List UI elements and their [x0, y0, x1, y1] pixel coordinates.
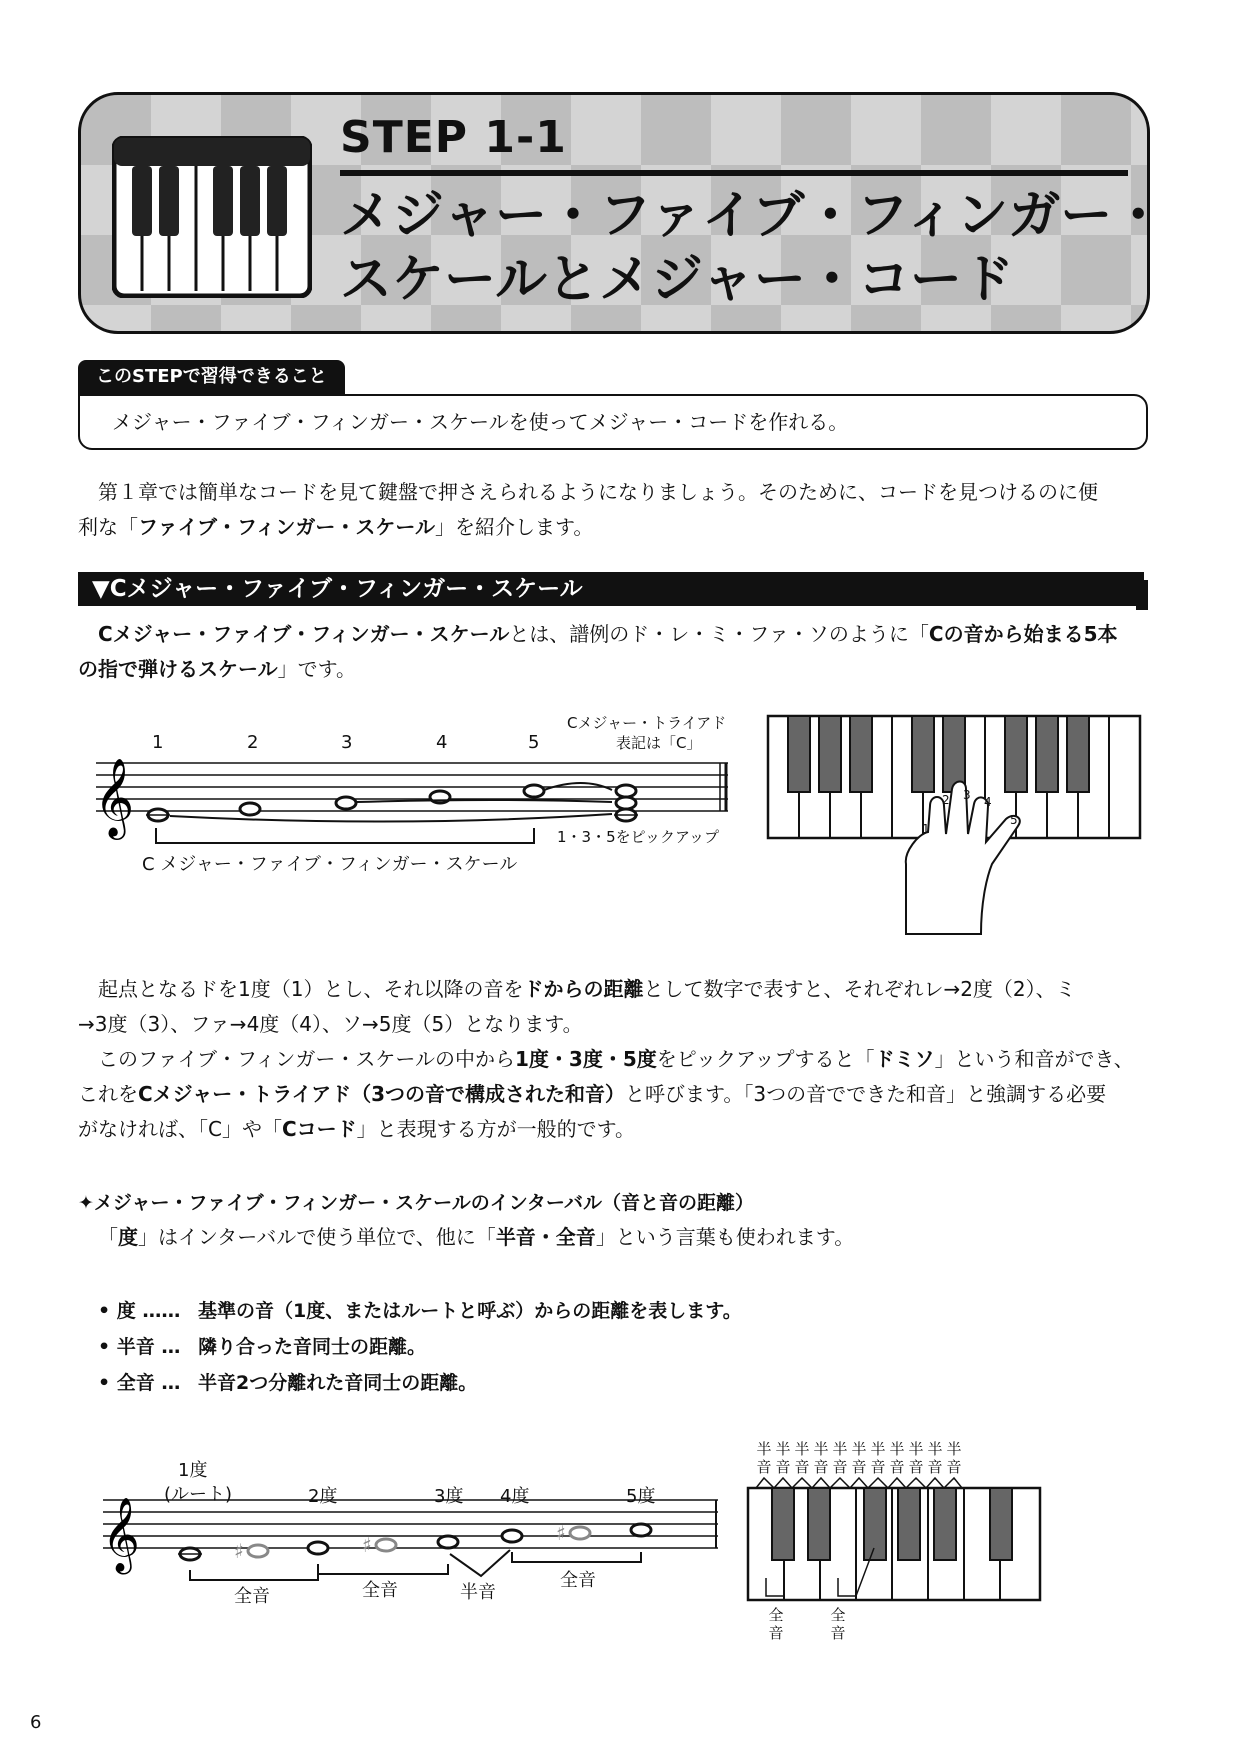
interval-description: 「度」はインターバルで使う単位で、他に「半音・全音」という言葉も使われます。	[98, 1225, 855, 1249]
svg-text:半: 半	[794, 1440, 810, 1458]
treble-clef-icon: 𝄞	[102, 1498, 140, 1572]
keyboard-semitone-figure	[746, 1438, 1046, 1658]
section-line1: Cメジャー・ファイブ・フィンガー・スケールとは、譜例のド・レ・ミ・ファ・ソのように「Cの音から始まる5本	[98, 622, 1118, 646]
svg-text:音: 音	[908, 1458, 924, 1476]
degree-3-label: 3度	[434, 1486, 464, 1507]
degree-2-label: 2度	[308, 1486, 338, 1507]
intro-line2: 利な「ファイブ・フィンガー・スケール」を紹介します。	[78, 515, 594, 539]
step-number: STEP 1-1	[340, 112, 567, 163]
svg-text:音: 音	[927, 1458, 943, 1476]
interval-def-degree: 基準の音（1度、またはルートと呼ぶ）からの距離を表します。	[198, 1300, 742, 1322]
interval-term-whole: • 全音 …	[98, 1372, 181, 1394]
whole-step-vertical-2: 全 音	[830, 1606, 846, 1642]
body-p3-line3: がなければ、「C」や「Cコード」と表現する方が一般的です。	[78, 1117, 636, 1141]
finger-2: 2	[942, 793, 950, 807]
body-p2-line2: →3度（3）、ファ→4度（4）、ソ→5度（5）となります。	[78, 1012, 583, 1036]
svg-text:半: 半	[889, 1440, 905, 1458]
page-number: 6	[30, 1712, 42, 1733]
interval-def-whole: 半音2つ分離れた音同士の距離。	[198, 1372, 478, 1394]
scale-label: C メジャー・ファイブ・フィンガー・スケール	[142, 854, 518, 875]
scale-degree-3: 3	[341, 732, 353, 753]
svg-text:♯: ♯	[556, 1521, 566, 1545]
svg-text:半: 半	[813, 1440, 829, 1458]
body-p2-line1: 起点となるドを1度（1）とし、それ以降の音をドからの距離として数字で表すと、それぞれレ→2度（2）、ミ	[98, 977, 1076, 1001]
whole-step-label-3: 全音	[560, 1570, 596, 1591]
triad-label: Cメジャー・トライアド	[567, 714, 727, 732]
svg-text:半: 半	[851, 1440, 867, 1458]
body-paragraph-1	[78, 972, 1148, 1147]
treble-clef-icon: 𝄞	[94, 758, 135, 837]
pickup-label: 1・3・5をピックアップ	[557, 828, 719, 846]
finger-1: 1	[922, 822, 930, 836]
svg-text:音: 音	[946, 1458, 962, 1476]
whole-step-vertical-1: 全 音	[768, 1606, 784, 1642]
svg-text:♯: ♯	[362, 1533, 372, 1557]
svg-text:半: 半	[908, 1440, 924, 1458]
finger-4: 4	[984, 795, 992, 809]
svg-text:半: 半	[927, 1440, 943, 1458]
goal-tab: このSTEPで習得できること	[78, 360, 345, 394]
svg-text:音: 音	[832, 1458, 848, 1476]
svg-text:半: 半	[775, 1440, 791, 1458]
scale-degree-5: 5	[528, 732, 540, 753]
interval-term-half: • 半音 …	[98, 1336, 181, 1358]
svg-text:音: 音	[870, 1458, 886, 1476]
degree-5-label: 5度	[626, 1486, 656, 1507]
interval-heading: ✦メジャー・ファイブ・フィンガー・スケールのインターバル（音と音の距離）	[78, 1192, 754, 1214]
svg-text:音: 音	[775, 1458, 791, 1476]
finger-5: 5	[1010, 813, 1018, 827]
half-step-label: 半音	[460, 1582, 496, 1603]
section-heading: ▼Cメジャー・ファイブ・フィンガー・スケール	[78, 572, 1144, 606]
scale-degree-1: 1	[152, 732, 164, 753]
section-paragraph	[78, 617, 1148, 687]
svg-text:半: 半	[946, 1440, 962, 1458]
svg-text:半: 半	[870, 1440, 886, 1458]
svg-text:音: 音	[813, 1458, 829, 1476]
triad-notation-label: 表記は「C」	[616, 734, 702, 752]
page-title-line1: メジャー・ファイブ・フィンガー・	[340, 186, 1165, 246]
svg-text:♯: ♯	[234, 1539, 244, 1563]
interval-term-degree: • 度 ……	[98, 1300, 181, 1322]
body-p3-line1: このファイブ・フィンガー・スケールの中から1度・3度・5度をピックアップすると「ドミソ」という和音ができ、	[98, 1047, 1134, 1071]
svg-text:音: 音	[851, 1458, 867, 1476]
section-line2: の指で弾けるスケール」です。	[78, 657, 357, 681]
svg-text:半: 半	[832, 1440, 848, 1458]
svg-text:音: 音	[756, 1458, 772, 1476]
intro-line1: 第１章では簡単なコードを見て鍵盤で押さえられるようになりましょう。そのために、コードを見つけるのに便	[98, 480, 1098, 504]
scale-degree-2: 2	[247, 732, 259, 753]
scale-degree-4: 4	[436, 732, 448, 753]
body-p3-line2: これをCメジャー・トライアド（3つの音で構成された和音）と呼びます。「3つの音でできた和音」と強調する必要	[78, 1082, 1107, 1106]
finger-3: 3	[963, 788, 971, 802]
title-rule	[340, 170, 1128, 176]
goal-text: メジャー・ファイブ・フィンガー・スケールを使ってメジャー・コードを作れる。	[112, 410, 849, 434]
intro-paragraph	[78, 475, 1148, 545]
interval-def-half: 隣り合った音同士の距離。	[198, 1336, 427, 1358]
svg-text:半: 半	[756, 1440, 772, 1458]
keyboard-hand-figure	[766, 714, 1144, 940]
whole-step-label-2: 全音	[362, 1580, 398, 1601]
degree-1-label: 1度	[178, 1460, 208, 1481]
root-label: (ルート)	[164, 1484, 233, 1505]
page-title-line2: スケールとメジャー・コード	[340, 250, 1014, 310]
semitone-labels	[756, 1440, 961, 1476]
whole-step-label-1: 全音	[234, 1586, 270, 1607]
piano-keys-icon	[112, 136, 312, 298]
svg-text:音: 音	[889, 1458, 905, 1476]
degree-4-label: 4度	[500, 1486, 530, 1507]
svg-text:音: 音	[794, 1458, 810, 1476]
